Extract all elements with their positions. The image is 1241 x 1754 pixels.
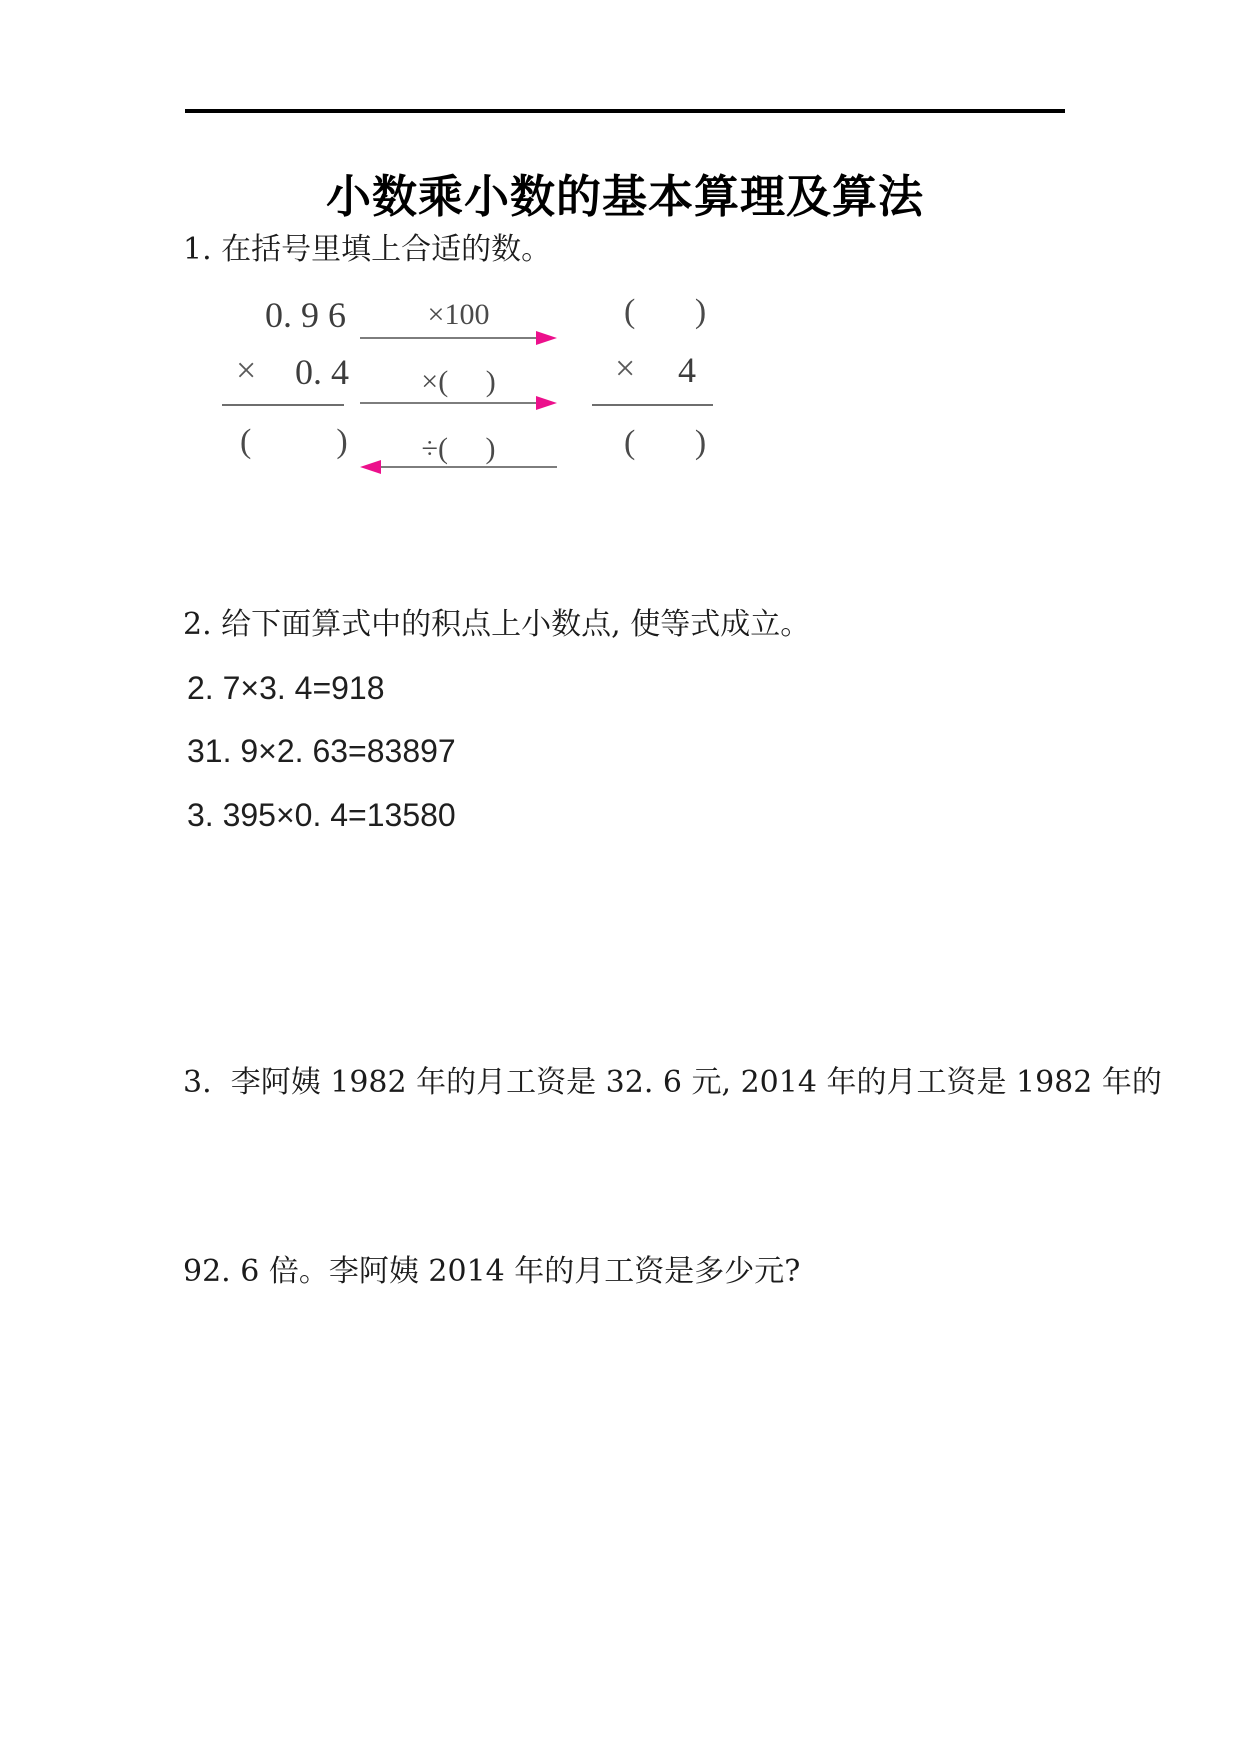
question-3-text [183,925,1162,1429]
right-multiplier: 4 [678,350,696,390]
multiply-100-arrow [360,331,557,345]
arrow-left-head-icon [360,460,381,474]
arrow-right-head-icon [536,396,557,410]
right-multiply-sign: × [615,348,636,388]
right-multiplicand-blank: ( ) [624,293,707,330]
left-multiply-sign: × [236,350,257,390]
arrow-shaft [360,337,536,339]
question-3-line1: 3. 李阿姨 1982 年的月工资是 32. 6 元, 2014 年的月工资是 1982 年的 [183,1065,1162,1100]
arrow3-label: ÷( ) [421,432,496,465]
question-2-label: 2. 给下面算式中的积点上小数点, 使等式成立。 [183,607,811,642]
equation-2: 31. 9×2. 63=83897 [187,733,456,769]
header-rule [185,109,1065,113]
equation-1: 2. 7×3. 4=918 [187,670,385,706]
multiply-blank-arrow [360,396,557,410]
arrow-shaft [381,466,557,468]
right-vinculum [592,404,713,406]
right-result-blank: ( ) [624,424,707,461]
question-1-label: 1. 在括号里填上合适的数。 [183,232,552,267]
arrow1-label: ×100 [427,298,490,331]
q1-multiplication-diagram [220,285,740,495]
divide-blank-arrow [360,460,557,474]
arrow2-label: ×( ) [421,365,496,398]
left-vinculum [222,404,344,406]
equation-3: 3. 395×0. 4=13580 [187,797,456,833]
left-multiplier: 0. 4 [295,352,349,392]
question-3-line2: 92. 6 倍。李阿姨 2014 年的月工资是多少元? [183,1254,801,1289]
arrow-right-head-icon [536,331,557,345]
left-multiplicand: 0. 9 6 [265,295,346,335]
left-result-blank: ( ) [240,423,348,460]
page-title: 小数乘小数的基本算理及算法 [325,170,924,223]
arrow-shaft [360,402,536,404]
